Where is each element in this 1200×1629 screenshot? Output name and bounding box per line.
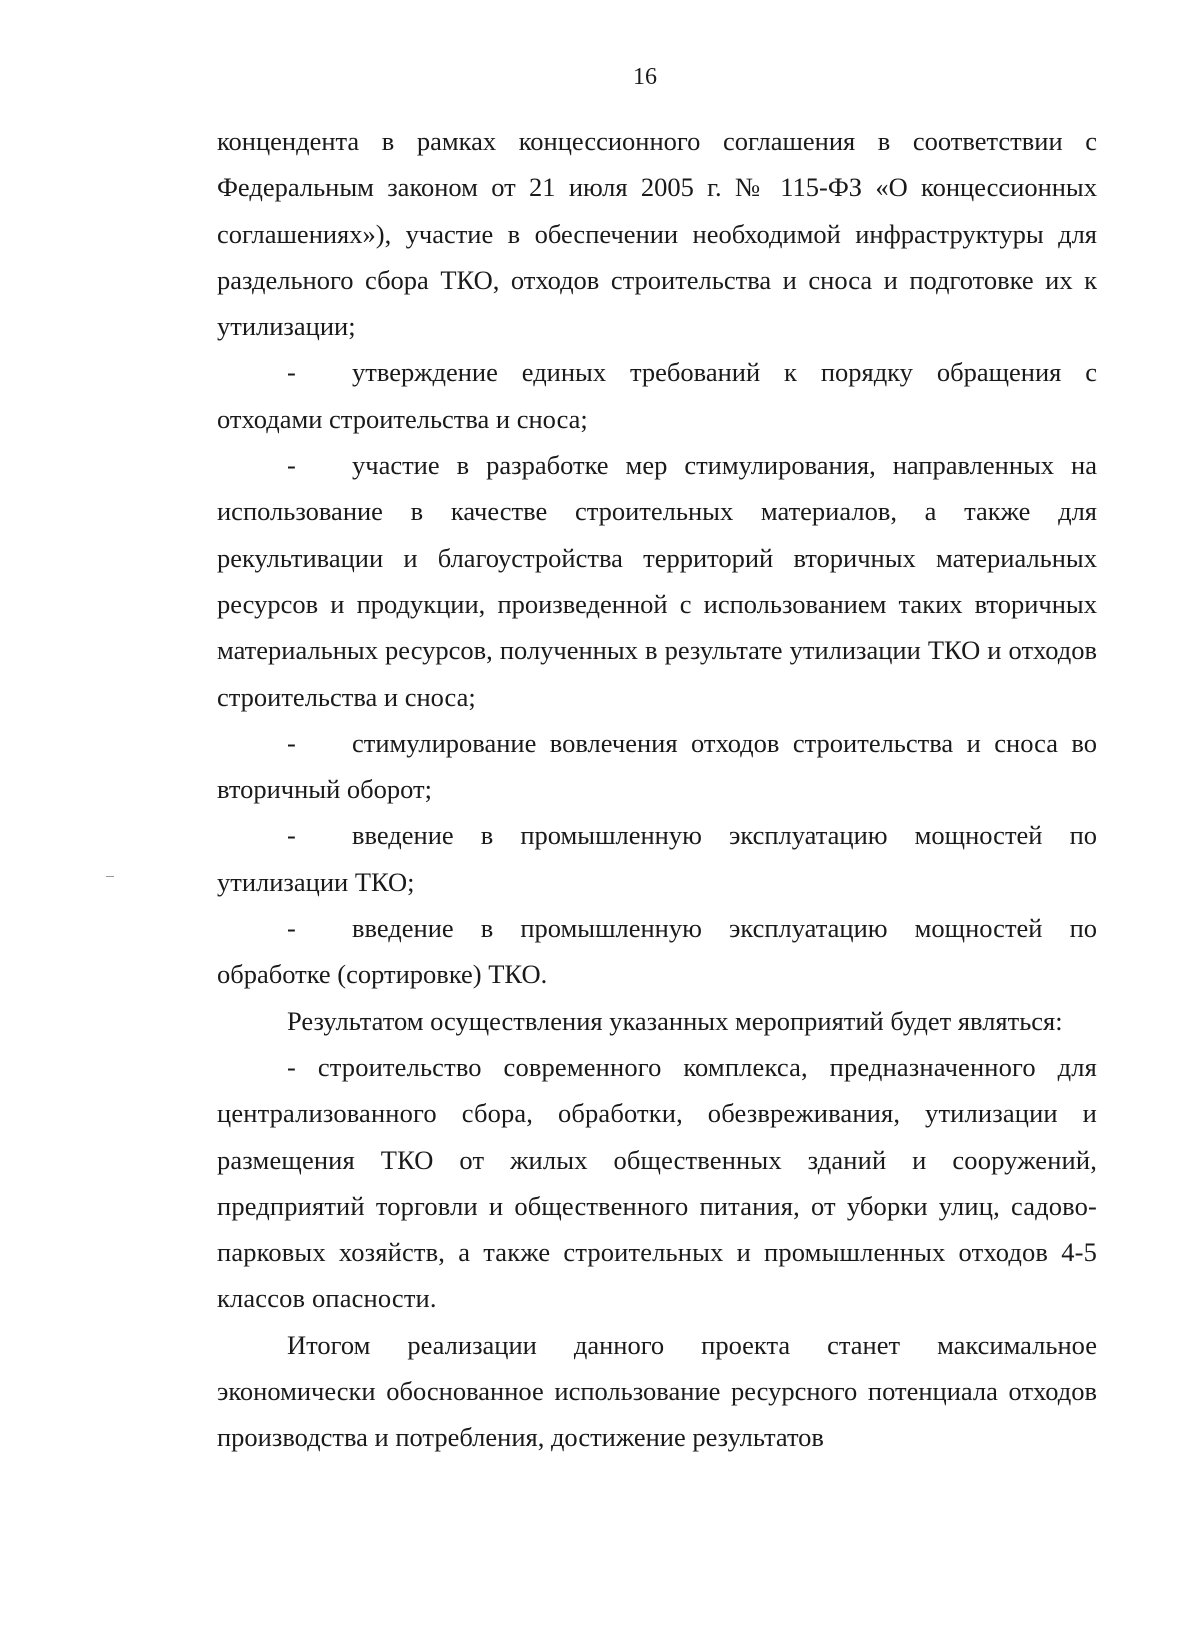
list-dash: - [287, 450, 296, 481]
list-item-text: введение в промышленную эксплуатацию мощностей по утилизации ТКО; [217, 820, 1097, 897]
list-item-text: стимулирование вовлечения отходов строительства и сноса во вторичный оборот; [217, 727, 1097, 805]
page-number: 16 [633, 64, 657, 90]
list-dash: - [287, 820, 296, 851]
list-dash: - [287, 357, 296, 388]
list-item-secondary-turnover [217, 720, 1097, 813]
paragraph-result: Результатом осуществления указанных мероприятий будет являться: [287, 1005, 1063, 1036]
list-item-stimulus-measures [217, 442, 1097, 720]
list-item-text: утверждение единых требований к порядку обращения с отходами строительства и сноса; [217, 357, 1097, 434]
list-item-sorting-capacity [217, 905, 1097, 998]
list-item-text: введение в промышленную эксплуатацию мощностей по обработке (сортировке) ТКО. [217, 913, 1097, 990]
paragraph-concession: концендента в рамках концессионного соглашения в соответствии с Федеральным законом от 21 июля 2005 г. № 115-ФЗ «О концессионных соглашениях»), участие в обеспечении необходимой инфраструктуры для раздельного сбора ТКО, отходов строительства и сноса и подготовке их к утилизации; [217, 126, 1097, 342]
paragraph-outcome: Итогом реализации данного проекта станет максимальное экономически обоснованное использование ресурсного потенциала отходов производства и потребления, достижение результатов [217, 1329, 1097, 1453]
list-dash: - [287, 913, 296, 944]
paragraph-complex-construction: - строительство современного комплекса, предназначенного для централизованного сбора, обработки, обезвреживания, утилизации и размещения ТКО от жилых общественных зданий и сооружений, предприятий торговли и общественного питания, от уборки улиц, садово-парковых хозяйств, а также строительных и промышленных отходов 4-5 классов опасности. [217, 1051, 1097, 1314]
margin-mark [106, 876, 114, 877]
list-dash: - [287, 727, 296, 758]
list-item-text: участие в разработке мер стимулирования, направленных на использование в качестве строительных материалов, а также для рекультивации и благоустройства территорий вторичных материальных ресурсов и продукции, произведенной с использованием таких вторичных материальных ресурсов, полученных в результате утилизации ТКО и отходов строительства и сноса; [217, 450, 1097, 712]
list-item-utilization-capacity [217, 812, 1097, 905]
list-item-construction-waste-requirements [217, 349, 1097, 442]
document-body [217, 118, 1097, 1461]
